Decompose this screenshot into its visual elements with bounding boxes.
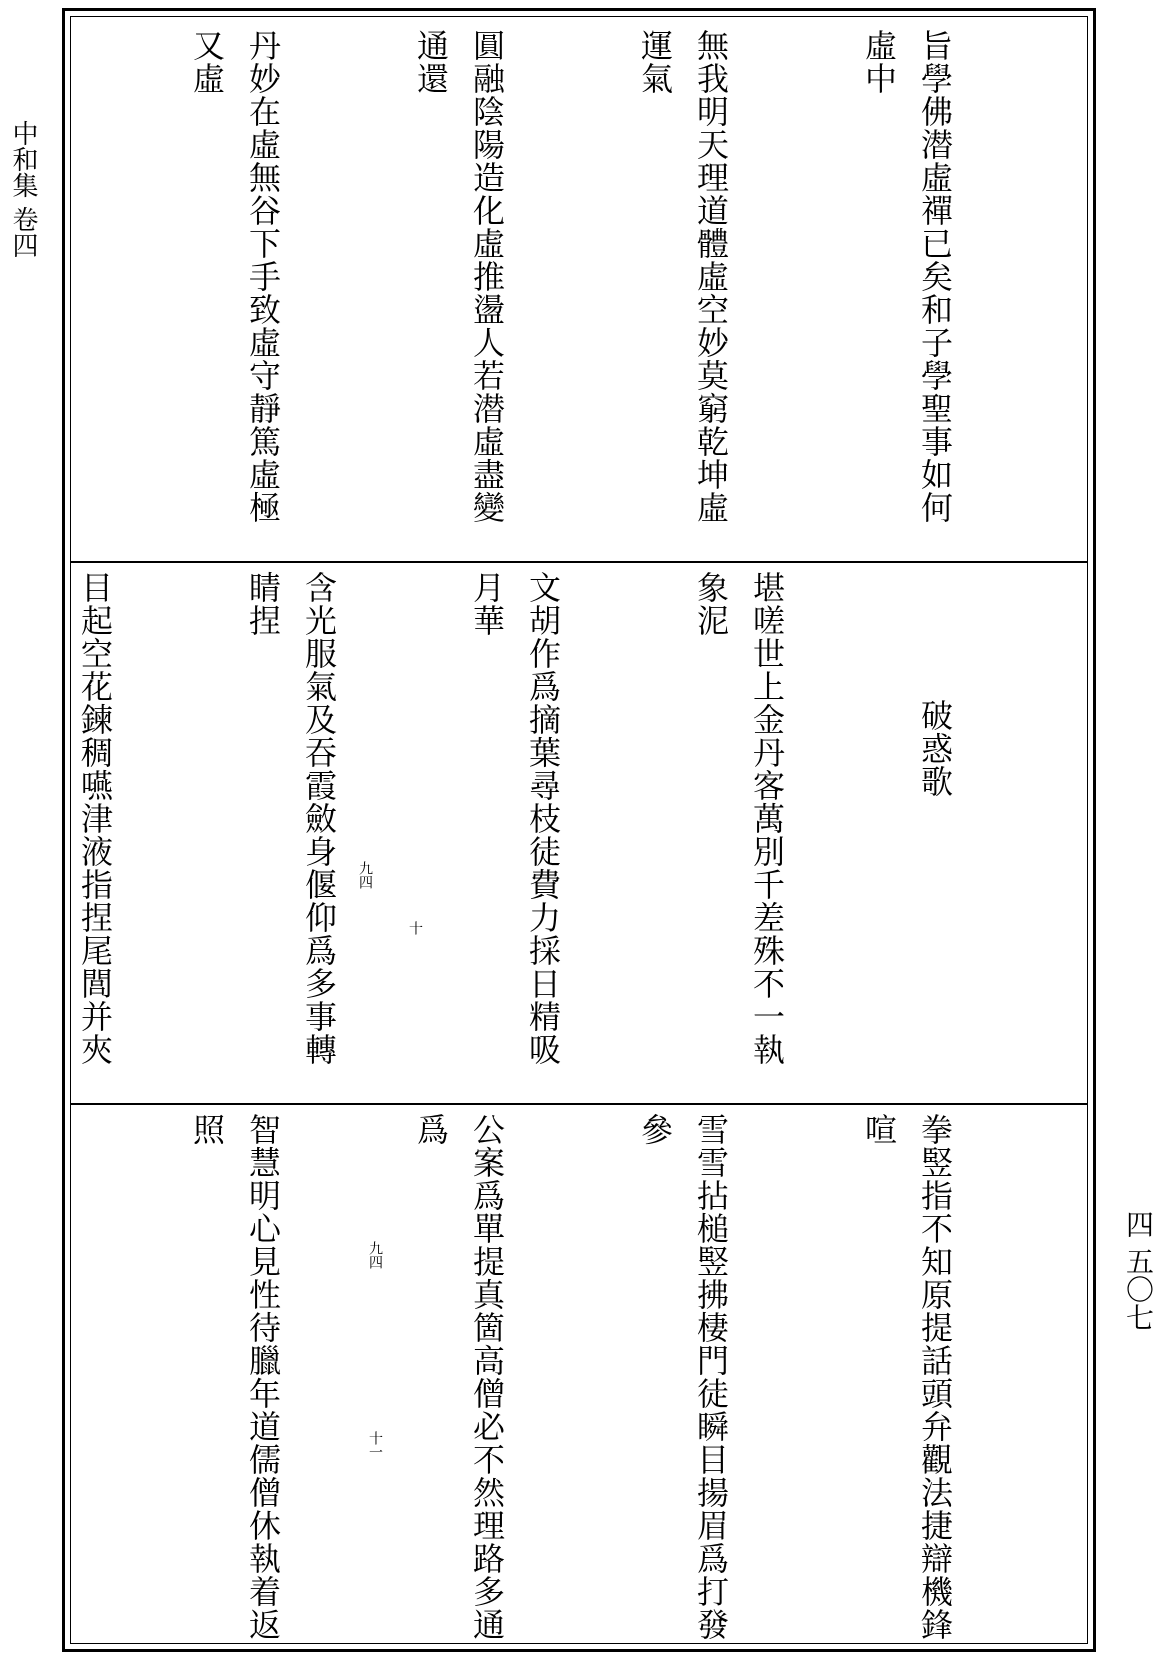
text-column: 目起空花鍊稠嚥津液指捏尾閭并夾 [76, 571, 114, 1066]
page-frame [62, 8, 1096, 1652]
text-column: 圓融陰陽造化虛推盪人若潜虛盡變通還 [412, 29, 506, 524]
page-note: 九四 [357, 861, 373, 889]
register-upper [73, 25, 1085, 555]
section-title: 破惑歌 [916, 699, 954, 798]
text-column: 丹妙在虛無谷下手致虛守靜篤虛極又虛 [188, 29, 282, 524]
text-columns-middle [73, 567, 1085, 1097]
margin-page-number: 四 五〇七 [1122, 1210, 1155, 1331]
text-columns-lower [73, 1109, 1085, 1645]
text-column: 拳竪指不知原提話頭弁觀法捷辯機鋒喧 [860, 1113, 954, 1641]
page-note: 十一 [367, 1431, 383, 1459]
register-lower [73, 1109, 1085, 1645]
text-column: 堪嗟世上金丹客萬別千差殊不一執象泥 [692, 571, 786, 1066]
text-column: 文胡作爲摘葉尋枝徒費力採日精吸月華 [468, 571, 562, 1066]
text-column: 公案爲單提真箇高僧必不然理路多通爲 [412, 1113, 506, 1641]
register-divider [71, 1103, 1087, 1105]
text-column: 智慧明心見性待臘年道儒僧休執着返照 [188, 1113, 282, 1641]
register-middle [73, 567, 1085, 1097]
text-column: 旨學佛潜虛禪已矣和子學聖事如何虛中 [860, 29, 954, 524]
text-columns-upper [73, 25, 1085, 555]
register-divider [71, 561, 1087, 563]
text-column: 無我明天理道體虛空妙莫窮乾坤虛運氣 [636, 29, 730, 524]
page-note: 九四 [367, 1241, 383, 1269]
text-column: 雪雪拈槌竪拂棲門徒瞬目揚眉爲打發參 [636, 1113, 730, 1641]
margin-book-title: 中和集 卷四 [8, 120, 38, 259]
page-note: 十 [407, 921, 423, 935]
text-column: 含光服氣及吞霞斂身偃仰爲多事轉睛捏 [244, 571, 338, 1066]
